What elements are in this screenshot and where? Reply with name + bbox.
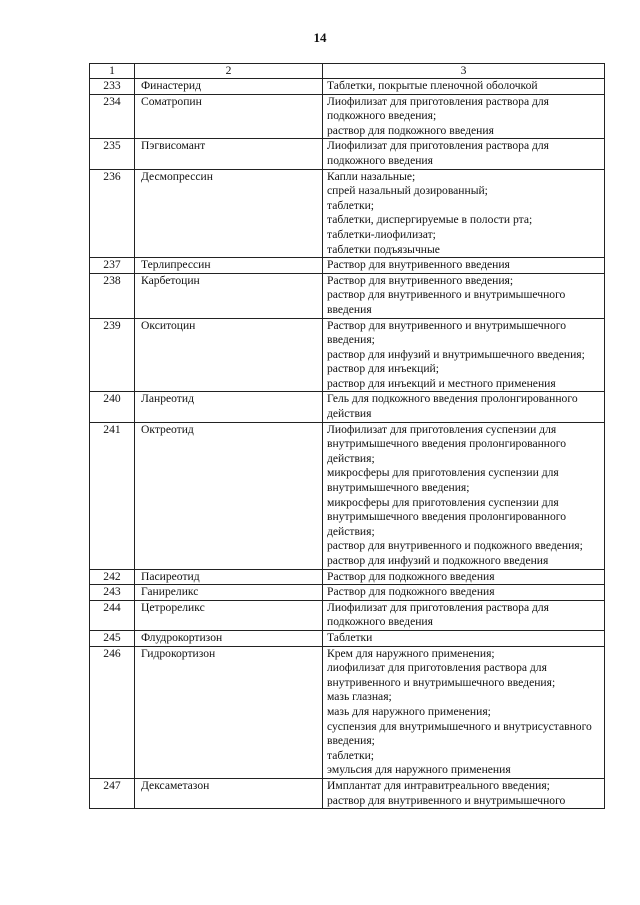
dosage-form: суспензия для внутримышечного и внутрисуставного введения; bbox=[327, 719, 592, 748]
drug-name: Пэгвисомант bbox=[135, 139, 323, 169]
table-header bbox=[90, 64, 605, 79]
row-number: 237 bbox=[90, 258, 135, 274]
drug-name: Терлипрессин bbox=[135, 258, 323, 274]
dosage-form: Лиофилизат для приготовления раствора для подкожного введения bbox=[327, 139, 550, 167]
dosage-forms bbox=[323, 169, 605, 258]
dosage-forms bbox=[323, 600, 605, 630]
dosage-form: таблетки подъязычные bbox=[327, 242, 440, 256]
dosage-form: Лиофилизат для приготовления раствора для подкожного введения; bbox=[327, 94, 550, 123]
table-row bbox=[90, 318, 605, 392]
dosage-forms bbox=[323, 569, 605, 585]
drug-name: Пасиреотид bbox=[135, 569, 323, 585]
dosage-form: мазь глазная; bbox=[327, 690, 392, 704]
row-number: 247 bbox=[90, 778, 135, 808]
row-number: 239 bbox=[90, 318, 135, 392]
dosage-form: микросферы для приготовления суспензии для внутримышечного введения пролонгированного действия; bbox=[327, 495, 567, 538]
row-number: 242 bbox=[90, 569, 135, 585]
row-number: 233 bbox=[90, 79, 135, 95]
drug-name: Ланреотид bbox=[135, 392, 323, 422]
table-row bbox=[90, 569, 605, 585]
table-row bbox=[90, 169, 605, 258]
row-number: 238 bbox=[90, 273, 135, 318]
dosage-form: таблетки; bbox=[327, 198, 375, 212]
dosage-form: раствор для инъекций; bbox=[327, 362, 439, 376]
dosage-form: раствор для внутривенного и подкожного введения; bbox=[327, 539, 583, 553]
row-number: 235 bbox=[90, 139, 135, 169]
table-row bbox=[90, 258, 605, 274]
drug-name: Окситоцин bbox=[135, 318, 323, 392]
dosage-forms bbox=[323, 258, 605, 274]
dosage-forms bbox=[323, 778, 605, 808]
dosage-forms bbox=[323, 94, 605, 139]
dosage-form: таблетки, диспергируемые в полости рта; bbox=[327, 213, 533, 227]
drug-name: Ганиреликс bbox=[135, 585, 323, 601]
row-number: 236 bbox=[90, 169, 135, 258]
row-number: 246 bbox=[90, 646, 135, 778]
dosage-forms bbox=[323, 392, 605, 422]
dosage-form: Капли назальные; bbox=[327, 169, 416, 183]
row-number: 234 bbox=[90, 94, 135, 139]
column-header-2: 2 bbox=[135, 64, 323, 79]
dosage-form: таблетки; bbox=[327, 748, 375, 762]
dosage-form: Раствор для внутривенного введения bbox=[327, 258, 510, 272]
dosage-form: Крем для наружного применения; bbox=[327, 646, 495, 660]
drug-name: Октреотид bbox=[135, 422, 323, 569]
table-row bbox=[90, 79, 605, 95]
dosage-forms bbox=[323, 318, 605, 392]
dosage-form: Раствор для внутривенного и внутримышечного введения; bbox=[327, 318, 567, 347]
dosage-forms bbox=[323, 139, 605, 169]
dosage-forms bbox=[323, 585, 605, 601]
table-row bbox=[90, 646, 605, 778]
drug-table bbox=[89, 63, 605, 809]
table-row bbox=[90, 94, 605, 139]
dosage-form: Лиофилизат для приготовления раствора для подкожного введения bbox=[327, 600, 550, 629]
dosage-form: Раствор для подкожного введения bbox=[327, 569, 495, 583]
dosage-forms bbox=[323, 646, 605, 778]
drug-name: Карбетоцин bbox=[135, 273, 323, 318]
dosage-forms bbox=[323, 422, 605, 569]
table-row bbox=[90, 422, 605, 569]
table-row bbox=[90, 600, 605, 630]
dosage-form: Имплантат для интравитреального введения; bbox=[327, 778, 550, 792]
dosage-form: спрей назальный дозированный; bbox=[327, 184, 488, 198]
table-row bbox=[90, 585, 605, 601]
dosage-form: раствор для подкожного введения bbox=[327, 123, 494, 137]
header-row bbox=[90, 64, 605, 79]
dosage-form: Гель для подкожного введения пролонгированного действия bbox=[327, 392, 578, 421]
table-row bbox=[90, 392, 605, 422]
dosage-form: Раствор для подкожного введения bbox=[327, 585, 495, 599]
dosage-form: мазь для наружного применения; bbox=[327, 704, 491, 718]
dosage-forms bbox=[323, 630, 605, 646]
drug-name: Десмопрессин bbox=[135, 169, 323, 258]
row-number: 244 bbox=[90, 600, 135, 630]
drug-name: Дексаметазон bbox=[135, 778, 323, 808]
dosage-form: эмульсия для наружного применения bbox=[327, 763, 511, 777]
column-header-1: 1 bbox=[90, 64, 135, 79]
drug-name: Соматропин bbox=[135, 94, 323, 139]
table-row bbox=[90, 630, 605, 646]
row-number: 240 bbox=[90, 392, 135, 422]
dosage-form: Раствор для внутривенного введения; bbox=[327, 273, 514, 287]
table-body bbox=[90, 79, 605, 809]
drug-name: Финастерид bbox=[135, 79, 323, 95]
dosage-forms bbox=[323, 79, 605, 95]
dosage-form: таблетки-лиофилизат; bbox=[327, 227, 436, 241]
dosage-form: раствор для инфузий и подкожного введения bbox=[327, 554, 549, 567]
drug-name: Цетрореликс bbox=[135, 600, 323, 630]
column-header-3: 3 bbox=[323, 64, 605, 79]
dosage-form: лиофилизат для приготовления раствора для внутривенного и внутримышечного введения; bbox=[327, 661, 556, 689]
table-row bbox=[90, 778, 605, 808]
dosage-form: Лиофилизат для приготовления суспензии для внутримышечного введения пролонгированного действия; bbox=[327, 422, 567, 465]
drug-name: Флудрокортизон bbox=[135, 630, 323, 646]
row-number: 241 bbox=[90, 422, 135, 569]
dosage-form: микросферы для приготовления суспензии для внутримышечного введения; bbox=[327, 466, 559, 495]
page-number: 14 bbox=[313, 30, 327, 45]
dosage-forms bbox=[323, 273, 605, 318]
dosage-form: раствор для внутривенного и внутримышечного bbox=[327, 793, 566, 807]
row-number: 245 bbox=[90, 630, 135, 646]
table-row bbox=[90, 273, 605, 318]
dosage-form: Таблетки, покрытые пленочной оболочкой bbox=[327, 79, 538, 92]
drug-name: Гидрокортизон bbox=[135, 646, 323, 778]
row-number: 243 bbox=[90, 585, 135, 601]
dosage-form: раствор для внутривенного и внутримышечного введения bbox=[327, 288, 566, 316]
table-row bbox=[90, 139, 605, 169]
dosage-form: Таблетки bbox=[327, 630, 373, 644]
dosage-form: раствор для инъекций и местного применения bbox=[327, 376, 556, 390]
dosage-form: раствор для инфузий и внутримышечного введения; bbox=[327, 347, 585, 361]
